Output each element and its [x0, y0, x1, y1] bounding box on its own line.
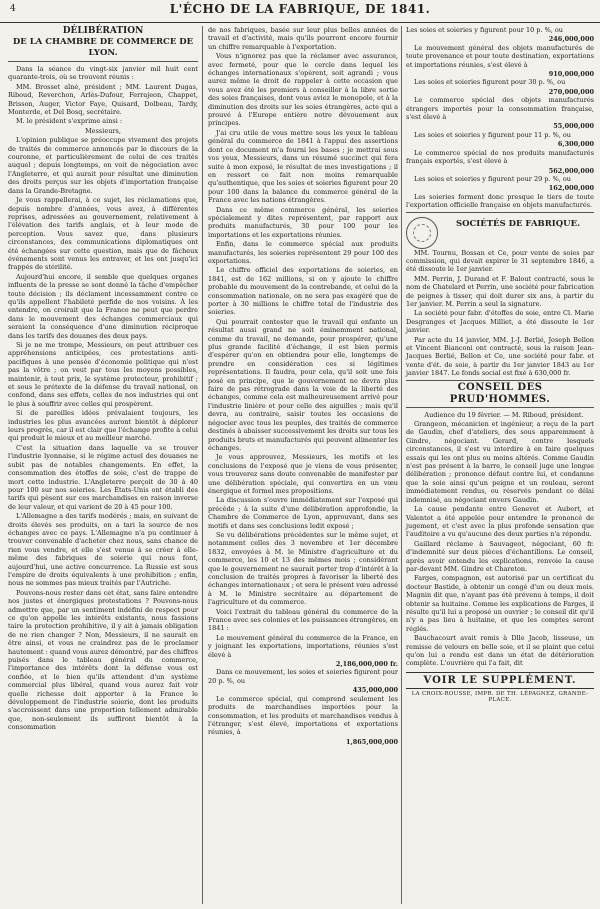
stat-label: Les soies et soieries figurent pour 30 p. %, ou — [414, 78, 566, 87]
paragraph: Le chiffre officiel des exportations de soieries, en 1841, est de 162 millions, si on y ajoute le chiffre probable du mouvement de la contrebande, et celui de la consommation nationale, on ne sera pas exagéré que de porter à 30 millions le chiffre total de l'industrie des soieries. — [208, 266, 398, 317]
column-rule — [401, 26, 402, 904]
column-2 — [208, 26, 398, 746]
stat-label: Les soies et soieries y figurent pour 29 p. %, ou — [414, 174, 571, 183]
paragraph: J'ai cru utile de vous mettre sous les yeux le tableau général du commerce de 1841 à l'appui des assertions dont ce document m'a fourni les bases ; je mettrai sous vos yeux, Messieurs, dans un résumé succinct qui fera suite à mon exposé, le résultat de mes investigations ; il en ressort ce fait non moins remarquable qu'authentique, que les soies et soieries figurent pour 20 pour 100 dans la balance du commerce général de la France avec les nations étrangères. — [208, 128, 398, 205]
paragraph: M. le président s'exprime ainsi : — [16, 117, 123, 126]
figure-value: 246,000,000 — [548, 35, 594, 44]
paragraph: Audience du 19 février. — M. Riboud, président. — [424, 410, 584, 419]
paragraph: Je vous approuvez, Messieurs, les motifs et les conclusions de l'exposé que je viens de vous présenter, vous trouverez sans doute convenable de manifester par une délibération spéciale, qui convertira en un vœu énergique et formel mes propositions. — [208, 453, 398, 495]
paragraph: MM. Brosset aîné, président ; MM. Laurent Dugas, Riboud, Reverchon, Arlès-Dufour, Ferrajeon, Chappet, Brisson, Auger, Victor Faye, Quisard, Dolbeau, Tardy, Monterde, et Del Bosq, secrétaire. — [8, 82, 198, 117]
printer-imprint: LA CROIX-ROUSSE, IMPR. DE TH. LÉPAGNEZ, GRANDE-PLACE. — [411, 690, 589, 703]
paragraph: Le mouvement général du commerce de la France, en y joignant les exportations, importations, réunies s'est élevé à — [208, 633, 398, 659]
figure-value: 162,000,000 — [548, 184, 594, 193]
stat-label: Les soies et soieries y figurent pour 11 p. %, ou — [414, 130, 571, 139]
column-rule — [202, 26, 203, 904]
stat-label: Le commerce spécial des objets manufacturés étrangers importés pour la consommation française, s'est élevé à — [406, 96, 594, 122]
page-number: 4 — [10, 4, 16, 14]
paragraph: C'est la situation dans laquelle va se trouver l'industrie lyonnaise, si le régime actuel des douanes ne subit pas de notables changements. En effet, la consommation des étoffes de soie, c'est de trappe de mort cette industrie. L'Angleterre perçoit de 30 à 40 pour 100 sur nos soieries. Les États-Unis ont établi des tarifs qui pèsent sur ces marchandises en raison inverse de leur valeur, et qui varient de 20 à 45 pour 100. — [8, 443, 198, 511]
stat-label: Le mouvement général des objets manufacturés de toute provenance et pour toute destination, exportations et importations réunies, s'est élevé à — [406, 43, 594, 69]
divider — [406, 212, 594, 213]
paragraph: L'opinion publique se préoccupe vivement des projets de traités de commerce annoncés par le discours de la couronne, et particulièrement de celui de ces traités auquel ; depuis longtemps, on voit de négociation avec l'Angleterre, et qui aurait pour résultat une diminution des droits perçus sur les objets d'importation française dans la Grande-Bretagne. — [8, 136, 198, 195]
paragraph: Messieurs, — [85, 126, 121, 135]
paragraph: Farges, compagnon, est autorisé par un certificat du docteur Bastide, à obtenir un congé d'un ou deux mois. Magnin dit que, n'ayant pas été prévenu à temps, il doit obtenir sa huitaine. Comme les explications de Farges, il résulte qu'il lui a proposé un ouvrier ; le conseil dit qu'il n'y a pas lieu à huitaine, et que les comptes seront réglés. — [406, 574, 594, 633]
paragraph: Gaillard réclame à Sauvageot, négociant, 60 fr. d'indemnité sur deux pièces d'échantillons. Le conseil, après avoir entendu les explications, renvoie la cause par-devant MM. Gindre et Chareton. — [406, 539, 594, 573]
paragraph: Dans ce même commerce général, les soieries spécialement y dites représentent, par rapport aux produits manufacturés, 30 pour 100 pour les importations et les exportations réunies. — [208, 205, 398, 239]
paragraph: Par acte du 14 janvier, MM. J.-J. Berlié, Joseph Bellon et Vincent Bianconi ont contracté, sous la raison Jean-Jacques Berlié, Bellon et Ce, une société pour fabr. et vente d'ét. de soie, à partir du 1er janvier 1843 au 1er janvier 1847. Le fonds social est fixé à 630,000 fr. — [406, 335, 594, 378]
paragraph: L'Allemagne a des tarifs modérés ; mais, en suivant de droits élevés ses produits, on a tari la source de nos échanges avec ce pays. L'Allemagne n'a pu continuer à trouver convenable d'acheter chez nous, sans chance de rien vous vendre, et elle s'est venue à se créer à elle-même des fabriques de soierie qui nous font, aujourd'hui, une active concurrence. La Russie est sous l'empire de droits équivalents à une prohibition ; enfin, nous ne sommes pas mieux traités par l'Autriche. — [8, 512, 198, 588]
masthead: L'ÉCHO DE LA FABRIQUE, DE 1841. — [169, 2, 431, 16]
figure-row — [406, 35, 594, 43]
article-title: DÉLIBÉRATION — [62, 26, 144, 36]
paragraph: Bauchacourt avait remis à Dlle Jacob, lisseuse, un remisse de velours en belle soie, et il se plaint que celui qu'on lui a rendu est dans un état de détérioration complète. L'ouvrière qui l'a fait, dit — [406, 634, 594, 668]
paragraph: Se vu délibérations précédentes sur le même sujet, et notamment celles des 3 novembre et 1er décembre 1832, envoyées à M. le Ministre d'agriculture et du commerce, les 10 et 13 des mêmes mois ; considérant que le gouvernement ne saurait porter trop d'intérêt à la conclusion de traités propres à favoriser la liberté des échanges internationaux ; et sera le présent vœu adressé à M. le Ministre secrétaire au département de l'agriculture et du commerce. — [208, 530, 398, 607]
paragraph: Pouvons-nous rester dans cet état, sans faire entendre nos justes et énergiques protestations ? Pouvons-nous admettre que, par un sentiment indéfini de respect pour ce qu'on appelle les intérêts existants, nous fassions taire la protection prohibitive, il y ait à jamais obligation de ne rien changer ? Non, Messieurs, il ne saurait en être ainsi, et vous ne craindrez pas de le proclamer hautement : quand vous aurez démontré, par des chiffres puisés dans le tableau général du commerce, l'importance des intérêts dont la défense vous est confiée, et le bien qu'ils attendent d'un système commercial plus libéral, quand vous aurez fait voir quelle richesse doit apporter à la France le développement de l'industrie soierie, dont les produits s'accroissent dans une proportion tellement admirable que, non-seulement ils suffiront bientôt à la consommation — [8, 588, 198, 732]
paragraph: Enfin, dans le commerce spécial aux produits manufacturés, les soieries représentent 29 pour 100 des exportations. — [208, 240, 398, 265]
section-title-societes: SOCIÉTÉS DE FABRIQUE. — [455, 218, 581, 229]
paragraph: Aujourd'hui encore, il semble que quelques organes influents de la presse se sont donné la tâche d'empêcher toute décision ; ils déclament incessamment contre ce qu'ils appellent l'habileté perfide de nos voisins. À les entendre, on croirait que la France ne peut que perdre dans le mouvement des échanges commerciaux qui seraient la conséquence d'une diminution réciproque dans les tarifs des douanes des deux pays. — [8, 272, 198, 340]
article-subtitle: DE LA CHAMBRE DE COMMERCE DE LYON. — [8, 37, 198, 62]
figure-value: 55,000,000 — [553, 122, 594, 131]
supplement-banner: VOIR LE SUPPLÉMENT. — [406, 672, 594, 689]
figure-row — [208, 686, 398, 694]
figure-row — [406, 122, 594, 130]
paragraph: Les soieries forment donc presque le tiers de toute l'exportation officielle française en objets manufacturés. — [406, 192, 594, 210]
stat-label: Le commerce spécial de nos produits manufacturés français exportés, s'est élevé à — [406, 148, 594, 166]
paragraph: Le commerce spécial, qui comprend seulement les produits de marchandises importées pour la consommation, et les produits et marchandises vendus à l'étranger, s'est élevé, importations et exportations réunies, à — [208, 694, 398, 737]
figure-value: 2,186,000,000 fr. — [335, 660, 398, 669]
figure-row — [208, 738, 398, 746]
statistics-block — [406, 26, 594, 210]
paragraph: MM. Perrin, J. Durand et F. Balout contracté, sous le nom de Chatelard et Perrin, une société pour fabrication de peignes à tisser, qui doit durer six ans, à partir du 1er janvier. M. Perrin a seul la signature. — [406, 274, 594, 308]
paragraph: La cause pendante entre Genevet et Aubert, et Valentot a été appelée pour entendre le prononcé de jugement, et c'est avec la plus profonde sensation que l'auditoire a vu qu'aucune des deux parties n'a répondu. — [406, 505, 594, 539]
paragraph: La société pour fabr. d'étoffes de soie, entre Cl. Marie Desgranges et Jacques Milliet, a été dissoute le 1er janvier. — [406, 309, 594, 335]
paragraph: Si je ne me trompe, Messieurs, on peut attribuer ces appréhensions anticipées, ces protestations anti-pacifiques à une pensée d'économie politique qui n'est pas la vôtre ; on veut par tous les moyens possibles, maintenir, à tout prix, le système protecteur, prohibitif ; et sous le prétexte de la défense du travail national, on confond, dans ses effets, celles de nos industries qui ont le plus à souffrir avec celles qui prospèrent. — [8, 341, 198, 408]
paragraph: La discussion s'ouvre immédiatement sur l'exposé qui précède ; à la suite d'une délibération approfondie, la Chambre de Commerce de Lyon, approuvant, dans ses motifs et dans ses conclusions ledit exposé ; — [208, 496, 398, 530]
figure-value: 6,300,000 — [557, 140, 594, 149]
paragraph: Vous n'ignorez pas que la réclamer avec assurance, avec fermeté, pour que le cercle dans lequel les échanges internationaux s'opèrent, soit agrandi ; vous aurez même le droit de rappeler à cette occasion que vous avez été les premiers à conseiller à la libre sortie des soies françaises, dont vous aviez le monopole, et à la diminution des droits sur les soies étrangères, acte qui a prouvé à l'Europe entière notre dévouement aux principes. — [208, 52, 398, 128]
seal-emblem-icon — [406, 217, 438, 249]
figure-row — [406, 184, 594, 192]
paragraph: MM. Tournu, Bossan et Ce, pour vente de soies par commission, qui devait expirer le 31 septembre 1846, a été dissoute le 1er janvier. — [406, 248, 594, 274]
section-title-conseil: CONSEIL DES PRUD'HOMMES. — [406, 380, 594, 408]
column-1 — [8, 26, 198, 733]
paragraph: Je vous rappellerai, à ce sujet, les réclamations que, depuis nombre d'années, vous avez, à différentes reprises, adressées au gouvernement, relativement à l'élévation des tarifs anglais, et à leur mode de perception. Vous savez que, dans plusieurs circonstances, des communications diplomatiques ont été échangées sur cette question, mais que de fâcheux événements sont venus les entraver, et les ont jusqu'ici frappés de stérilité. — [8, 196, 198, 272]
figure-value: 270,000,000 — [548, 87, 594, 96]
paragraph: Dans la séance du vingt-six janvier mil huit cent quarante-trois, où se trouvent réunis : — [8, 65, 198, 82]
figure-value: 1,865,000,000 — [345, 737, 398, 746]
figure-row — [406, 70, 594, 78]
paragraph: Voici l'extrait du tableau général du commerce de la France avec ses colonies et les puissances étrangères, en 1841 : — [208, 607, 398, 633]
paragraph: Grangeon, mécanicien et ingénieur, a reçu de la part de Gaudin, chef d'ateliers, des sous apparemment à Gindre, négociant. Gerard, contre lesquels circonstances, il s'est vu interdire à en faire quelques essais qui les ont plus ou moins altérés. Comme Gaudin n'est pas présent à la barre, le conseil juge une longue délibération ; prononce défaut contre lui, et condamne que la soie ainsi qu'un peigne et un rouleau, seront immédiatement rendus, ou réservés pendant ce délai indemnisé, au négociant envers Gaudin. — [406, 420, 594, 504]
paragraph: Dans ce mouvement, les soies et soieries figurent pour 20 p. %, ou — [208, 668, 398, 685]
figure-row — [406, 167, 594, 175]
figure-row — [208, 660, 398, 668]
figure-row — [406, 140, 594, 148]
column-3 — [406, 26, 594, 703]
page-header — [0, 0, 600, 23]
stat-label: Les soies et soieries y figurent pour 10 p. %, ou — [406, 26, 563, 34]
figure-row — [406, 88, 594, 96]
paragraph: de nos fabriques, basée sur leur plus belles années de travail et d'activité, mais qu'ils pourront encore fournir un chiffre remarquable à l'exportation. — [208, 26, 398, 51]
paragraph: Qui pourrait contester que le travail qui enfante un résultat aussi grand ne soit éminemment national, comme du travail, ne demande, pour prospérer, qu'une plus grande facilité d'échange, il est bien permis d'espérer qu'on en obtiendra pour elle, longtemps de prendre en considération ces si légitimes représentations. Il faudra, pour cela, qu'il soit une fois posé en principe, que le gouvernement ne devra plus faire de pas rétrograde dans la voie de la liberté des échanges, comme cela est malheureusement arrivé pour l'industrie linière et pour celle des aiguilles ; mais qu'il devra, au contraire, saisir toutes les occasions de négocier avec tous les peuples, des traités de commerce destinés à abaisser successivement les droits sur tous les produits bruts et manufacturés qui peuvent alimenter les échanges. — [208, 317, 398, 452]
figure-value: 910,000,000 — [548, 70, 594, 79]
figure-value: 435,000,000 — [352, 686, 398, 695]
paragraph: Si de pareilles idées prévalaient toujours, les industries les plus avancées auront bientôt à déplorer leurs progrès, car il est clair que l'échange profite à celui qui produit le mieux et au meilleur marché. — [8, 409, 198, 443]
figure-value: 562,000,000 — [548, 166, 594, 175]
